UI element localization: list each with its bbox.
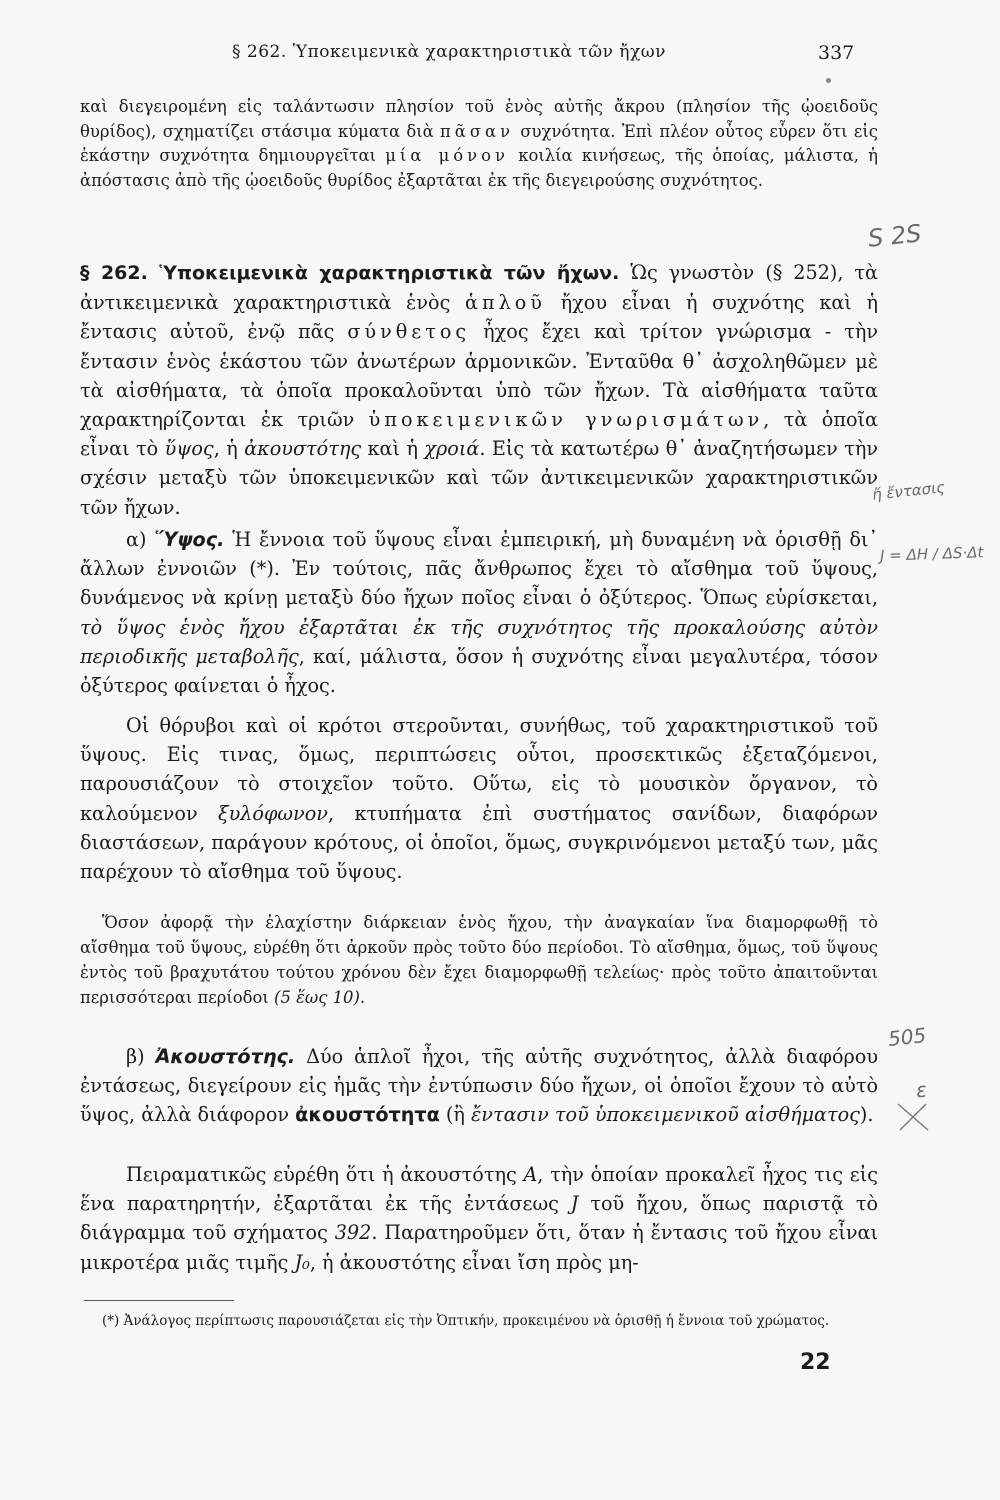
text-run: καὶ διεγειρομένη εἰς ταλάντωσιν πλησίον τοῦ ἑνὸς αὐτῆς ἄκρου (πλησίον τῆς ᾠοειδοῦς θυρίδος), σχηματίζει στάσιμα κύματα διὰ (80, 97, 878, 141)
italic-term: ἀκουστότης (244, 437, 362, 461)
text-run: , τὰ ὁποῖα εἶναι τὸ (80, 408, 878, 461)
text-run: ἦχος ἔχει καὶ τρίτον γνώρισμα - τὴν ἔντασιν ἑνὸς ἑκάστου τῶν ἀνωτέρων ἁρμονικῶν. Ἐνταῦθα θ᾽ ἀσχοληθῶμεν μὲ τὰ αἰσθήματα, τὰ ὁποῖα προκαλοῦνται ὑπὸ τῶν ἤχων. Τὰ αἰσθήματα ταῦτα χαρακτηρίζονται ἐκ τριῶν (80, 320, 878, 432)
footnote-rule (84, 1300, 234, 1301)
running-head-page-number: 337 (818, 42, 855, 64)
paragraph-continuation (80, 95, 878, 193)
subsection-heading: Ὕψος. (154, 528, 225, 551)
text-run: ἤχου εἶναι ἡ συχνότης καὶ ἡ ἔντασις αὐτοῦ, ἐνῷ πᾶς (80, 291, 878, 344)
text-run: , ἡ ἀκουστότης εἶναι ἴση πρὸς μη- (309, 1250, 639, 1274)
text-run: κοιλία κινήσεως, τῆς ὁποίας, μάλιστα, ἡ ἀπόστασις ἀπὸ τῆς ᾠοειδοῦς θυρίδος ἐξαρτᾶται ἐκ τῆς διεγειρούσης συχνότητος. (80, 146, 878, 190)
text-run: , τὴν ὁποίαν προκαλεῖ ἦχος τις εἰς ἕνα παρατηρητήν, ἐξαρτᾶται ἐκ τῆς ἐντάσεως (80, 1163, 878, 1216)
subsection-label: β) (126, 1045, 156, 1068)
text-run: Δύο ἁπλοῖ ἦχοι, τῆς αὐτῆς συχνότητος, ἀλλὰ διαφόρου ἐντάσεως, διεγείρουν εἰς ἡμᾶς τὴν ἐντύπωσιν δύο ἤχων, οἱ ὁποῖοι ἔχουν τὸ αὐτὸ ὕψος, ἀλλὰ διάφορον (80, 1045, 879, 1127)
math-symbol: A (523, 1163, 538, 1186)
margin-note: 505 (886, 1023, 928, 1051)
italic-term: ἔντασιν τοῦ ὑποκειμενικοῦ αἰσθήματος (471, 1103, 860, 1127)
paragraph-noises (80, 711, 878, 886)
margin-formula: J = ΔΗ / ΔS·Δt (879, 543, 984, 565)
section-heading: § 262. Ὑποκειμενικὰ χαρακτηριστικὰ τῶν ἤχων. (80, 262, 620, 284)
spaced-emphasis: μία μόνον (385, 146, 509, 165)
ink-dot (826, 78, 831, 83)
italic-term: ξυλόφωνον (218, 801, 328, 825)
subsection-loudness (80, 1042, 878, 1130)
margin-cross-sketch (890, 1098, 950, 1138)
margin-note: ε (914, 1077, 929, 1103)
subsection-heading: Ἀκουστότης. (155, 1045, 296, 1068)
paragraph-experiment (80, 1160, 878, 1277)
spaced-emphasis: ὑποκειμενικῶν γνωρισμάτων (368, 408, 764, 432)
math-symbol: J₀ (294, 1250, 310, 1274)
margin-note: ἤ ἔντασις (871, 478, 946, 504)
section-262-intro (80, 258, 878, 522)
text-run: Ἡ ἔννοια τοῦ ὕψους εἶναι ἐμπειρική, μὴ δυναμένη νὰ ὁρισθῇ δι᾽ ἄλλων ἐννοιῶν (*). Ἐν τούτοις, πᾶς ἄνθρωπος ἔχει τὸ αἴσθημα τοῦ ὕψους, δυνάμενος νὰ κρίνῃ μεταξὺ δύο ἤχων ποῖος εἶναι ὁ ὀξύτερος. Ὅπως εὑρίσκεται, (80, 528, 879, 610)
italic-term: ὕψος (164, 437, 214, 461)
text-run: Οἱ θόρυβοι καὶ οἱ κρότοι στεροῦνται, συνήθως, τοῦ χαρακτηριστικοῦ τοῦ ὕψους. Εἰς τινας, ὅμως, περιπτώσεις οὗτοι, προσεκτικῶς ἐξεταζόμενοι, παρουσιάζουν τὸ στοιχεῖον τοῦτο. Οὕτω, εἰς τὸ μουσικὸν ὄργανον, τὸ καλούμενον (80, 714, 878, 825)
spaced-emphasis: πᾶσαν (440, 121, 515, 141)
text-run: . Εἰς τὰ κατωτέρω θ᾽ ἀναζητήσωμεν τὴν σχέσιν μεταξὺ τῶν ὑποκειμενικῶν καὶ τῶν ἀντικειμενικῶν χαρακτηριστικῶν τῶν ἤχων. (80, 437, 878, 519)
text-run: ). (859, 1103, 874, 1127)
text-run: Ὡς γνωστὸν (§ 252), τὰ ἀντικειμενικὰ χαρακτηριστικὰ ἑνὸς (80, 261, 878, 315)
italic-term: χροιά (424, 437, 480, 461)
text-run: (ἢ (439, 1103, 472, 1127)
subsection-pitch (80, 525, 878, 700)
footnote: (*) Ἀνάλογος περίπτωσις παρουσιάζεται εἰς τὴν Ὀπτικήν, προκειμένου νὰ ὁρισθῇ ἡ ἔννοια τοῦ χρώματος. (102, 1313, 830, 1329)
running-head-title: § 262. Ὑποκειμενικὰ χαρακτηριστικὰ τῶν ἤχων (232, 42, 666, 62)
margin-note: Ѕ 2Ѕ (866, 219, 923, 253)
text-run: , καί, μάλιστα, ὅσον ἡ συχνότης εἶναι μεγαλυτέρα, τόσον ὀξύτερος φαίνεται ὁ ἦχος. (80, 644, 878, 698)
math-symbol: J (570, 1192, 579, 1216)
text-run: . (359, 988, 366, 1007)
spaced-emphasis: σύνθετος (347, 320, 471, 344)
text-run: καὶ ἡ (361, 437, 425, 461)
text-run: , ἡ (213, 437, 245, 461)
text-run: , κτυπήματα ἐπὶ συστήματος σανίδων, διαφόρων διαστάσεων, παράγουν κρότους, οἱ ὁποῖοι, ὅμως, συγκρινόμενοι μεταξύ των, μᾶς παρέχουν τὸ αἴσθημα τοῦ ὕψους. (80, 801, 879, 884)
spaced-emphasis: ἁπλοῦ (465, 291, 546, 315)
bold-term: ἀκουστότητα (295, 1103, 440, 1127)
italic-statement: τὸ ὕψος ἑνὸς ἤχου ἐξαρτᾶται ἐκ τῆς συχνότητος τῆς προκαλούσης αὐτὸν περιοδικῆς μεταβολῆς (80, 615, 878, 668)
text-run: τοῦ ἤχου, ὅπως παριστᾷ τὸ διάγραμμα τοῦ σχήματος (80, 1192, 878, 1245)
italic-range: (5 ἕως 10) (274, 988, 360, 1007)
small-print-note (80, 910, 878, 1010)
text-run: Πειραματικῶς εὑρέθη ὅτι ἡ ἀκουστότης (126, 1163, 524, 1186)
text-run: Ὅσον ἀφορᾷ τὴν ἐλαχίστην διάρκειαν ἑνὸς ἤχου, τὴν ἀναγκαίαν ἵνα διαμορφωθῇ τὸ αἴσθημα τοῦ ὕψους, εὑρέθη ὅτι ἀρκοῦν πρὸς τοῦτο δύο περίοδοι. Τὸ αἴσθημα, ὅμως, τοῦ ὕψους ἐντὸς τοῦ βραχυτάτου τούτου χρόνου δὲν ἔχει διαμορφωθῇ τελείως· πρὸς τοῦτο ἀπαιτοῦνται περισσότεραι περίοδοι (80, 913, 878, 1007)
figure-reference: 392 (334, 1221, 372, 1245)
text-run: συχνότητα. Ἐπὶ πλέον οὗτος εὗρεν ὅτι εἰς ἑκάστην συχνότητα δημιουργεῖται (80, 121, 878, 165)
signature-number: 22 (800, 1350, 831, 1375)
subsection-label: α) (126, 528, 155, 551)
text-run: . Παρατηροῦμεν ὅτι, ὅταν ἡ ἔντασις τοῦ ἤχου εἶναι μικροτέρα μιᾶς τιμῆς (80, 1221, 878, 1274)
